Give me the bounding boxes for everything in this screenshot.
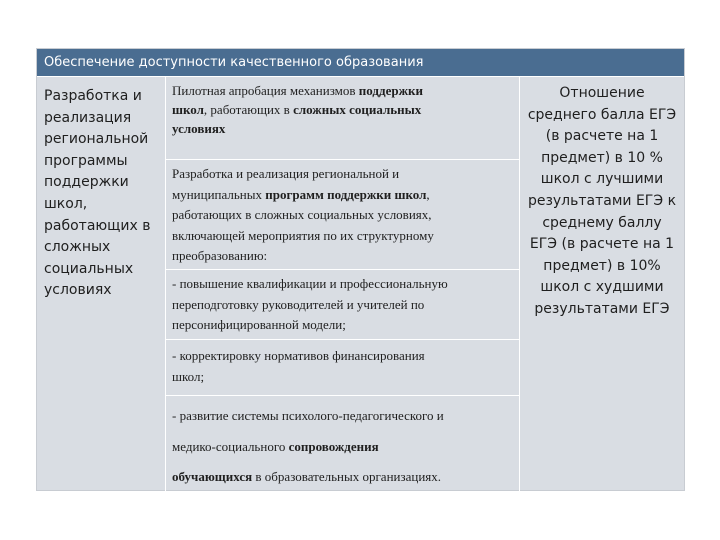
- measure-text-run: , работающих в сложных социальных условиях, включающей мероприятия по их структурному преобразованию:: [172, 186, 434, 263]
- measure-text-run: поддержки школ: [172, 83, 423, 117]
- table-header: Обеспечение доступности качественного образования: [37, 49, 684, 77]
- measure-text-run: Пилотная апробация механизмов: [172, 83, 359, 98]
- measure-text-run: в образовательных организациях.: [252, 469, 442, 484]
- measure-text-run: - повышение квалификации и профессиональную переподготовку руководителей и учителей по персонифицированной модели;: [172, 276, 448, 332]
- measure-cell-5: [166, 395, 519, 492]
- measure-cell-2: [166, 159, 519, 269]
- measure-text-1: [172, 81, 515, 138]
- measure-text-run: - развитие системы психолого-педагогического и медико-социального: [172, 408, 444, 454]
- column-divider-right: [519, 77, 520, 492]
- measure-text-4: [172, 346, 515, 387]
- measures-column: [166, 77, 519, 492]
- measure-text-2: [172, 164, 515, 267]
- measure-text-run: , работающих в: [203, 102, 294, 117]
- measure-text-3: [172, 274, 515, 336]
- goal-cell: Разработка и реализация региональной программы поддержки школ, работающих в сложных социальных условиях: [44, 88, 151, 299]
- indicator-table: [36, 48, 685, 491]
- measure-text-run: Разработка и реализация региональной и муниципальных: [172, 166, 400, 202]
- measure-text-run: сопровождения обучающихся: [172, 438, 379, 484]
- measure-cell-4: [166, 339, 519, 395]
- measure-text-run: программ поддержки школ: [265, 186, 427, 202]
- measure-cell-3: [166, 269, 519, 339]
- measure-text-5: [172, 401, 515, 493]
- measure-cell-1: [166, 81, 519, 159]
- measure-text-run: - корректировку нормативов финансирования школ;: [172, 348, 425, 384]
- measure-text-run: сложных социальных условиях: [172, 102, 422, 136]
- indicator-cell: Отношение среднего балла ЕГЭ (в расчете на 1 предмет) в 10 % школ с лучшими результатами ЕГЭ к среднему баллу ЕГЭ (в расчете на 1 предмет) в 10% школ с худшими результатами ЕГЭ: [527, 85, 677, 317]
